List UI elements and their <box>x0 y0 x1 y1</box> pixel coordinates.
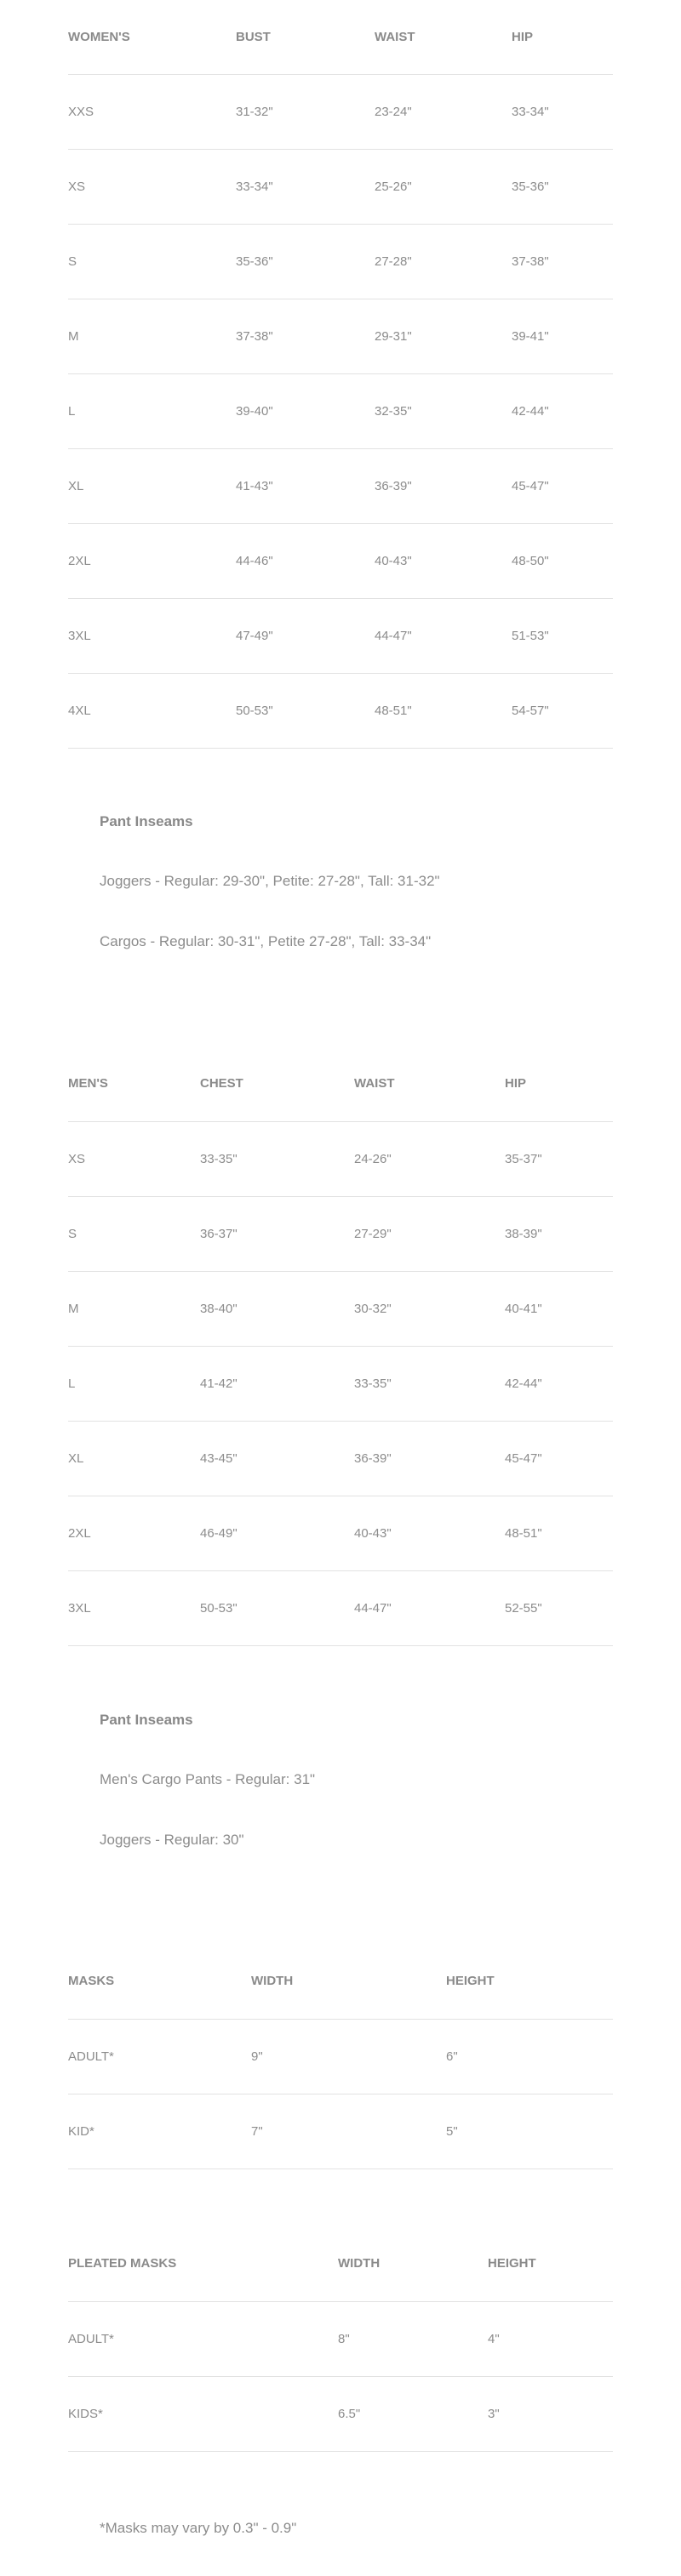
waist-cell: 29-31" <box>375 299 512 373</box>
size-cell: XS <box>68 149 236 224</box>
hip-cell: 37-38" <box>512 224 613 299</box>
table-row <box>68 299 613 373</box>
womens-inseams-title: Pant Inseams <box>100 813 193 829</box>
column-header-size: MEN'S <box>68 1046 200 1121</box>
table-row <box>68 2376 613 2451</box>
waist-cell: 32-35" <box>375 373 512 448</box>
bust-cell: 47-49" <box>236 598 375 673</box>
mask-size-cell: ADULT* <box>68 2019 251 2094</box>
size-cell: L <box>68 373 236 448</box>
hip-cell: 42-44" <box>512 373 613 448</box>
masks-footnote: *Masks may vary by 0.3" - 0.9" <box>100 2520 297 2536</box>
hip-cell: 48-50" <box>512 523 613 598</box>
hip-cell: 51-53" <box>512 598 613 673</box>
waist-cell: 44-47" <box>354 1570 505 1645</box>
waist-cell: 48-51" <box>375 673 512 748</box>
size-cell: S <box>68 224 236 299</box>
column-header-height: HEIGHT <box>488 2226 613 2301</box>
column-header-width: WIDTH <box>251 1944 446 2019</box>
size-cell: L <box>68 1346 200 1421</box>
height-cell: 5" <box>446 2094 613 2169</box>
table-row <box>68 1196 613 1271</box>
size-cell: 2XL <box>68 523 236 598</box>
column-header-size: WOMEN'S <box>68 0 236 74</box>
size-cell: 2XL <box>68 1496 200 1570</box>
size-cell: 3XL <box>68 1570 200 1645</box>
size-cell: XL <box>68 448 236 523</box>
hip-cell: 35-36" <box>512 149 613 224</box>
width-cell: 7" <box>251 2094 446 2169</box>
waist-cell: 36-39" <box>354 1421 505 1496</box>
mask-size-cell: ADULT* <box>68 2301 338 2376</box>
chest-cell: 43-45" <box>200 1421 354 1496</box>
table-row <box>68 1271 613 1346</box>
masks-size-table <box>68 1944 613 2169</box>
waist-cell: 40-43" <box>375 523 512 598</box>
chest-cell: 36-37" <box>200 1196 354 1271</box>
bust-cell: 50-53" <box>236 673 375 748</box>
hip-cell: 40-41" <box>505 1271 613 1346</box>
width-cell: 8" <box>338 2301 488 2376</box>
height-cell: 4" <box>488 2301 613 2376</box>
size-cell: XS <box>68 1121 200 1196</box>
hip-cell: 38-39" <box>505 1196 613 1271</box>
mens-inseams-cargo: Men's Cargo Pants - Regular: 31" <box>100 1771 316 1787</box>
chest-cell: 33-35" <box>200 1121 354 1196</box>
waist-cell: 25-26" <box>375 149 512 224</box>
table-row <box>68 1121 613 1196</box>
hip-cell: 48-51" <box>505 1496 613 1570</box>
width-cell: 9" <box>251 2019 446 2094</box>
height-cell: 3" <box>488 2376 613 2451</box>
column-header-chest: CHEST <box>200 1046 354 1121</box>
size-cell: XXS <box>68 74 236 149</box>
table-row <box>68 1421 613 1496</box>
size-cell: M <box>68 299 236 373</box>
size-cell: 3XL <box>68 598 236 673</box>
size-cell: S <box>68 1196 200 1271</box>
hip-cell: 39-41" <box>512 299 613 373</box>
womens-size-table <box>68 0 613 749</box>
table-row <box>68 1346 613 1421</box>
column-header-masks: MASKS <box>68 1944 251 2019</box>
table-row <box>68 2094 613 2169</box>
table-row <box>68 448 613 523</box>
table-row <box>68 1570 613 1645</box>
bust-cell: 41-43" <box>236 448 375 523</box>
chest-cell: 38-40" <box>200 1271 354 1346</box>
mask-size-cell: KIDS* <box>68 2376 338 2451</box>
table-row <box>68 149 613 224</box>
bust-cell: 44-46" <box>236 523 375 598</box>
column-header-height: HEIGHT <box>446 1944 613 2019</box>
waist-cell: 30-32" <box>354 1271 505 1346</box>
column-header-width: WIDTH <box>338 2226 488 2301</box>
chest-cell: 50-53" <box>200 1570 354 1645</box>
waist-cell: 27-29" <box>354 1196 505 1271</box>
waist-cell: 33-35" <box>354 1346 505 1421</box>
size-cell: M <box>68 1271 200 1346</box>
bust-cell: 35-36" <box>236 224 375 299</box>
mens-inseams-joggers: Joggers - Regular: 30" <box>100 1832 244 1848</box>
hip-cell: 42-44" <box>505 1346 613 1421</box>
table-row <box>68 523 613 598</box>
table-row <box>68 2301 613 2376</box>
chest-cell: 46-49" <box>200 1496 354 1570</box>
table-row <box>68 2019 613 2094</box>
waist-cell: 44-47" <box>375 598 512 673</box>
table-row <box>68 598 613 673</box>
table-row <box>68 373 613 448</box>
chest-cell: 41-42" <box>200 1346 354 1421</box>
table-row <box>68 74 613 149</box>
waist-cell: 40-43" <box>354 1496 505 1570</box>
table-row <box>68 673 613 748</box>
column-header-waist: WAIST <box>354 1046 505 1121</box>
bust-cell: 37-38" <box>236 299 375 373</box>
column-header-hip: HIP <box>505 1046 613 1121</box>
waist-cell: 36-39" <box>375 448 512 523</box>
column-header-bust: BUST <box>236 0 375 74</box>
pleated-masks-size-table <box>68 2226 613 2452</box>
mask-size-cell: KID* <box>68 2094 251 2169</box>
column-header-hip: HIP <box>512 0 613 74</box>
size-cell: XL <box>68 1421 200 1496</box>
womens-inseams-joggers: Joggers - Regular: 29-30", Petite: 27-28", Tall: 31-32" <box>100 873 440 889</box>
hip-cell: 33-34" <box>512 74 613 149</box>
table-row <box>68 1496 613 1570</box>
mens-size-table <box>68 1046 613 1646</box>
hip-cell: 35-37" <box>505 1121 613 1196</box>
width-cell: 6.5" <box>338 2376 488 2451</box>
waist-cell: 24-26" <box>354 1121 505 1196</box>
height-cell: 6" <box>446 2019 613 2094</box>
table-row <box>68 224 613 299</box>
bust-cell: 33-34" <box>236 149 375 224</box>
size-cell: 4XL <box>68 673 236 748</box>
hip-cell: 45-47" <box>505 1421 613 1496</box>
bust-cell: 39-40" <box>236 373 375 448</box>
hip-cell: 45-47" <box>512 448 613 523</box>
womens-inseams-cargos: Cargos - Regular: 30-31", Petite 27-28", Tall: 33-34" <box>100 933 432 949</box>
mens-inseams-title: Pant Inseams <box>100 1712 193 1728</box>
hip-cell: 54-57" <box>512 673 613 748</box>
bust-cell: 31-32" <box>236 74 375 149</box>
hip-cell: 52-55" <box>505 1570 613 1645</box>
column-header-pleated-masks: PLEATED MASKS <box>68 2226 338 2301</box>
waist-cell: 23-24" <box>375 74 512 149</box>
column-header-waist: WAIST <box>375 0 512 74</box>
waist-cell: 27-28" <box>375 224 512 299</box>
